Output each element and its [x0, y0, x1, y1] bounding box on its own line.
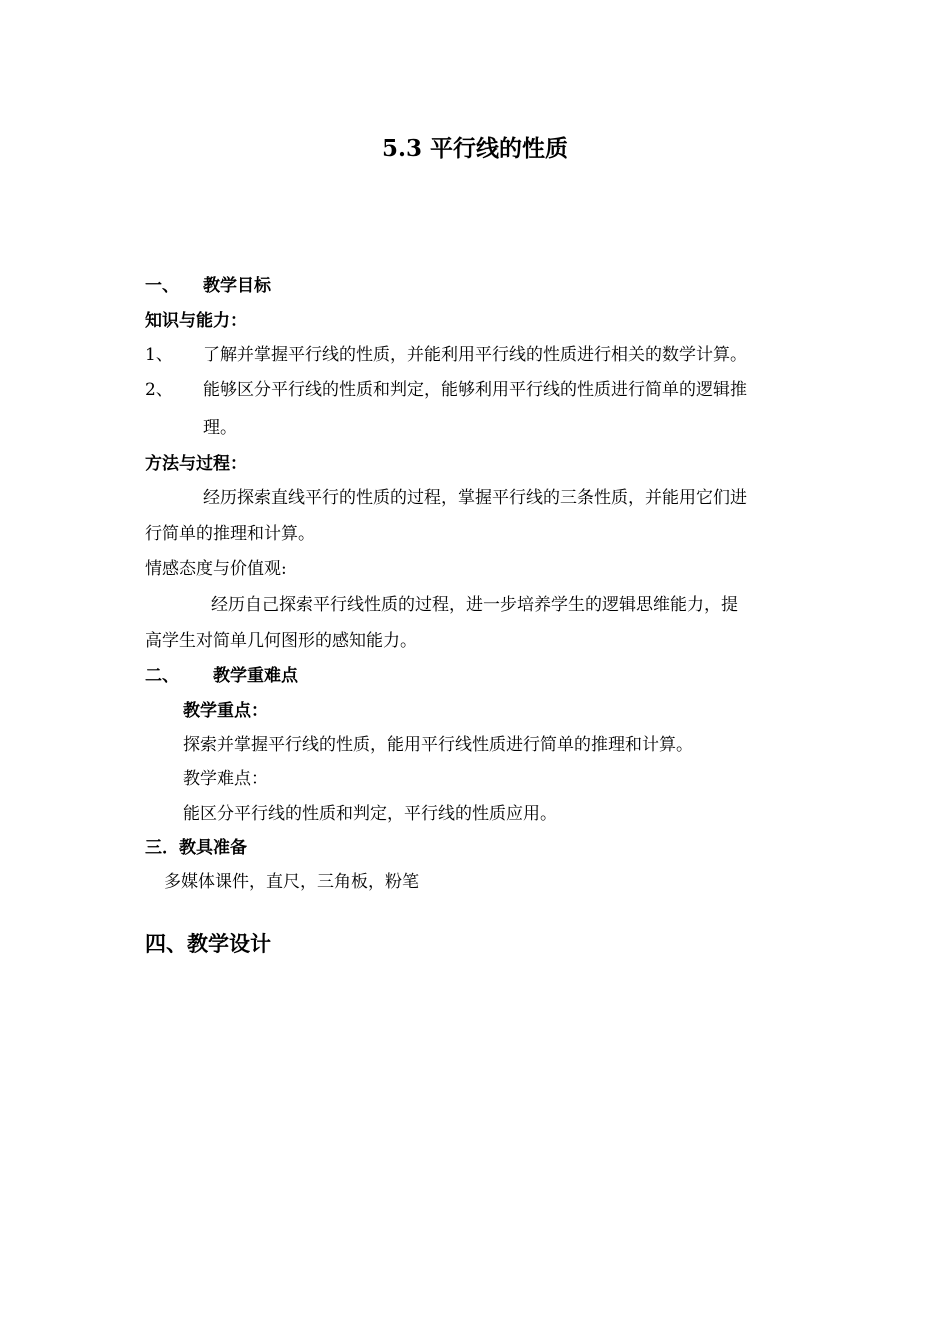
- method-label: 方法与过程：: [145, 454, 247, 474]
- section1-title: 教学目标: [203, 276, 271, 296]
- section1-heading: [145, 273, 271, 299]
- emotion-text-line1: 经历自己探索平行线性质的过程，进一步培养学生的逻辑思维能力，提: [211, 595, 738, 615]
- difficult-point-text: 能区分平行线的性质和判定，平行线的性质应用。: [183, 804, 557, 824]
- key-point-text: 探索并掌握平行线的性质，能用平行线性质进行简单的推理和计算。: [183, 735, 693, 755]
- document-title: 5.3 平行线的性质: [381, 135, 569, 162]
- section2-heading: [145, 663, 298, 689]
- method-text-line1: 经历探索直线平行的性质的过程，掌握平行线的三条性质，并能用它们进: [203, 488, 747, 508]
- method-text-line2: 行简单的推理和计算。: [145, 524, 315, 544]
- section2-number: 二、: [145, 666, 179, 686]
- objective-item-2: [145, 377, 747, 403]
- section3-heading: 三．教具准备: [145, 838, 247, 858]
- emotion-label: 情感态度与价值观:: [145, 559, 287, 579]
- objective-item-2-text-line1: 能够区分平行线的性质和判定，能够利用平行线的性质进行简单的逻辑推: [203, 380, 747, 400]
- key-point-label: 教学重点：: [183, 701, 268, 721]
- objective-item-1-text: 了解并掌握平行线的性质，并能利用平行线的性质进行相关的数学计算。: [203, 345, 747, 365]
- section2-title: 教学重难点: [213, 666, 298, 686]
- difficult-point-label: 教学难点：: [183, 769, 268, 789]
- emotion-text-line2: 高学生对简单几何图形的感知能力。: [145, 631, 417, 651]
- objective-item-1-number: 1、: [145, 345, 173, 365]
- section1-number: 一、: [145, 276, 179, 296]
- objective-item-2-number: 2、: [145, 380, 173, 400]
- objective-item-2-text-line2: 理。: [203, 418, 237, 438]
- knowledge-label: 知识与能力：: [145, 311, 247, 331]
- section3-text: 多媒体课件，直尺，三角板，粉笔: [164, 872, 419, 892]
- objective-item-1: [145, 342, 747, 368]
- section4-heading: 四、教学设计: [145, 931, 271, 956]
